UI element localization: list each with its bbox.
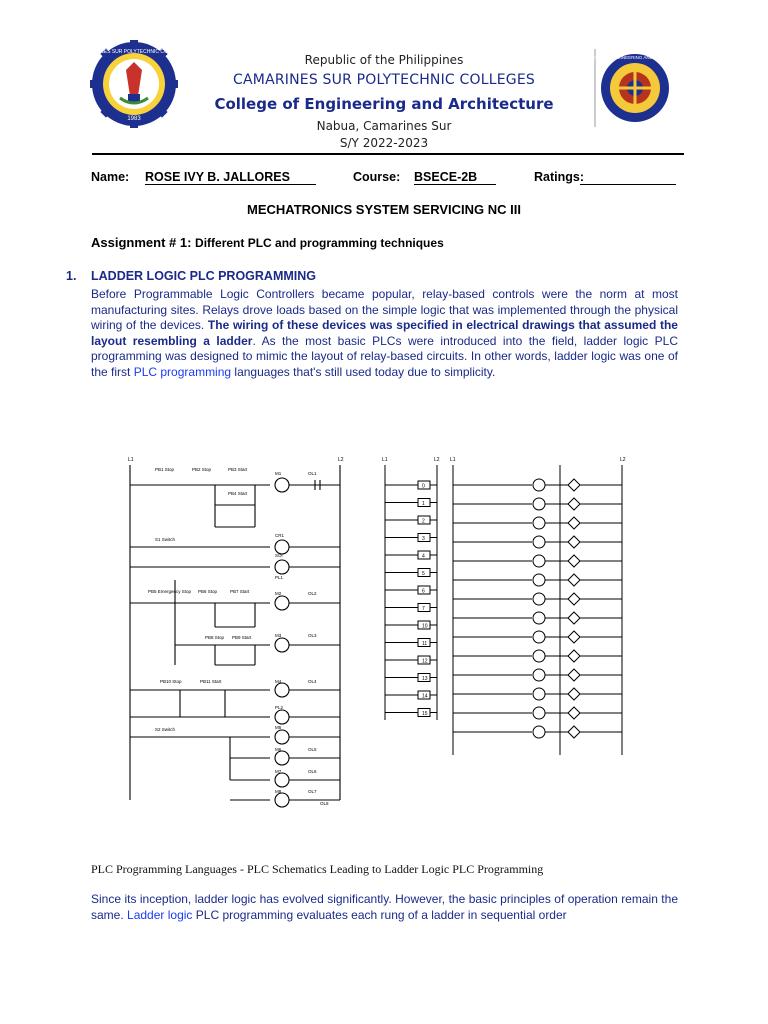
left-label-12: PB8 Stop	[205, 635, 225, 640]
output-coil	[533, 726, 545, 738]
left-label-16: PB10 Stop	[160, 679, 182, 684]
indicator-diamond	[568, 726, 580, 738]
left-label-17: PB11 Start	[200, 679, 222, 684]
section-paragraph-1	[91, 287, 678, 381]
input-number: 4	[422, 553, 425, 560]
output-coil	[533, 574, 545, 586]
plc-programming-link[interactable]: PLC programming	[133, 364, 232, 379]
para2-text-b: PLC programming evaluates each rung of a ladder in sequential order	[195, 907, 567, 922]
output-coil	[533, 707, 545, 719]
left-label-23: M7	[275, 769, 282, 774]
left-label-7: SOl	[275, 553, 283, 558]
input-number: 1	[422, 501, 425, 507]
output-coil	[533, 593, 545, 605]
para1-text-a: Before Programmable Logic Controllers became popular, relay-based controls were the norm at most manufacturing sites. Relays drove loads based on the simple logic that was implemented through the physical wiring of the devices.	[91, 287, 678, 333]
left-label-1: PB2 Stop	[192, 467, 212, 472]
para2-text-a: Since its inception, ladder logic has evolved significantly. However, the basic principles of operation remain the same.	[91, 892, 678, 922]
output-coil	[533, 479, 545, 491]
left-label-4: M1	[275, 471, 282, 476]
left-label-0: PB1 Stop	[155, 467, 175, 472]
indicator-diamond	[568, 707, 580, 719]
indicator-diamond	[568, 669, 580, 681]
document-title: MECHATRONICS SYSTEM SERVICING NC III	[247, 202, 521, 217]
output-coil	[533, 669, 545, 681]
left-label-9: PB5 Emergency Stop	[148, 589, 192, 594]
input-number: 11	[422, 641, 428, 647]
left-label-32: OL8	[320, 801, 329, 806]
left-label-29: OL5	[308, 747, 317, 752]
left-label-15: M3	[275, 633, 282, 638]
left-label-18: M4	[275, 679, 282, 684]
left-label-31: OL7	[308, 789, 317, 794]
input-number: 12	[422, 658, 428, 665]
assignment-topic: Different PLC and programming techniques	[195, 236, 444, 250]
left-label-26: OL2	[308, 591, 317, 596]
output-coil	[533, 650, 545, 662]
output-coil	[533, 555, 545, 567]
republic-line: Republic of the Philippines	[304, 53, 464, 67]
input-number: 3	[422, 536, 425, 542]
output-coil	[533, 517, 545, 529]
left-label-11: PB7 Start	[230, 589, 250, 594]
town-line: Nabua, Camarines Sur	[316, 119, 452, 133]
indicator-diamond	[568, 688, 580, 700]
left-logo-year: 1983	[127, 116, 141, 122]
course-label: Course:	[353, 170, 401, 184]
section-number: 1.	[66, 269, 77, 283]
name-underline	[145, 184, 316, 185]
indicator-diamond	[568, 536, 580, 548]
indicator-diamond	[568, 593, 580, 605]
left-label-28: OL4	[308, 679, 317, 684]
section-title: LADDER LOGIC PLC PROGRAMMING	[91, 269, 316, 283]
assignment-line	[91, 235, 444, 250]
para1-text-c: languages that's still used today due to simplicity.	[234, 364, 496, 379]
indicator-diamond	[568, 631, 580, 643]
left-label-3: PB4 Start	[228, 491, 248, 496]
left-label-6: S1 Switch	[155, 537, 176, 542]
left-logo-text: CAMARINES SUR POLYTECHNIC COLLEGES	[80, 49, 188, 55]
left-label-30: OL6	[308, 769, 317, 774]
input-number: 14	[422, 693, 428, 700]
right-rail-label-2: L1	[450, 457, 456, 463]
figure-caption: PLC Programming Languages - PLC Schematics Leading to Ladder Logic PLC Programming	[91, 862, 544, 876]
left-label-13: PB9 Start	[232, 635, 252, 640]
input-number: 6	[422, 588, 425, 595]
ladder-logic-link[interactable]: Ladder logic	[127, 907, 193, 922]
section-paragraph-2	[91, 892, 678, 923]
left-label-22: M6	[275, 747, 282, 752]
left-label-27: OL3	[308, 633, 317, 638]
left-label-5: CR1	[275, 533, 285, 538]
left-label-14: M2	[275, 591, 282, 596]
right-rail-label-3: L2	[620, 457, 626, 463]
school-year: S/Y 2022-2023	[339, 136, 429, 150]
input-number: 10	[422, 623, 428, 630]
input-number: 13	[422, 676, 428, 682]
course-underline	[414, 184, 496, 185]
ratings-underline	[580, 184, 676, 185]
name-value: ROSE IVY B. JALLORES	[145, 170, 290, 184]
indicator-diamond	[568, 650, 580, 662]
output-coil	[533, 612, 545, 624]
input-number: 0	[422, 483, 425, 490]
right-logo-text: COLLEGE OF ENGINEERING AND ARCHITECTURE	[580, 55, 690, 60]
indicator-diamond	[568, 612, 580, 624]
assignment-label: Assignment # 1:	[91, 235, 192, 250]
left-rail-label-l2: L2	[338, 457, 344, 463]
ratings-label: Ratings:	[534, 170, 584, 184]
output-coil	[533, 688, 545, 700]
indicator-diamond	[568, 555, 580, 567]
plc-ladder-schematic	[382, 457, 626, 755]
right-rail-label-0: L1	[382, 457, 388, 463]
college-name: College of Engineering and Architecture	[214, 95, 554, 113]
plc-input-modules	[385, 481, 437, 717]
left-label-2: PB3 Start	[228, 467, 248, 472]
indicator-diamond	[568, 517, 580, 529]
para1-text-b: . As the most basic PLCs were introduced into the field, ladder logic PLC programming was designed to mimic the layout of relay-based circuits. In other words, ladder logic was one of the first	[91, 333, 678, 379]
input-number: 15	[422, 711, 428, 717]
input-number: 5	[422, 571, 425, 577]
input-number: 7	[422, 606, 425, 612]
left-label-20: PL2	[275, 705, 284, 710]
indicator-diamond	[568, 574, 580, 586]
left-label-21: M5	[275, 725, 282, 730]
indicator-diamond	[568, 479, 580, 491]
left-label-8: PL1	[275, 575, 284, 580]
output-coil	[533, 536, 545, 548]
left-rail-label-l1: L1	[128, 457, 134, 463]
input-number: 2	[422, 518, 425, 525]
relay-ladder-schematic	[128, 457, 344, 807]
output-coil	[533, 498, 545, 510]
output-coil	[533, 631, 545, 643]
plc-program-rungs	[453, 479, 622, 738]
school-name: CAMARINES SUR POLYTECHNIC COLLEGES	[233, 72, 535, 88]
left-label-24: M8	[275, 789, 282, 794]
name-label: Name:	[91, 170, 130, 184]
right-rail-label-1: L2	[434, 457, 440, 463]
left-label-19: S2 Switch	[155, 727, 176, 732]
left-label-25: OL1	[308, 471, 317, 476]
indicator-diamond	[568, 498, 580, 510]
course-value: BSECE-2B	[414, 170, 478, 184]
para1-bold: The wiring of these devices was specified in electrical drawings that assumed the layout resembling a ladder	[91, 318, 678, 348]
ladder-figure	[120, 455, 640, 840]
ladder-diagrams	[120, 455, 640, 840]
header-divider	[92, 153, 684, 155]
left-label-10: PB6 Stop	[198, 589, 218, 594]
